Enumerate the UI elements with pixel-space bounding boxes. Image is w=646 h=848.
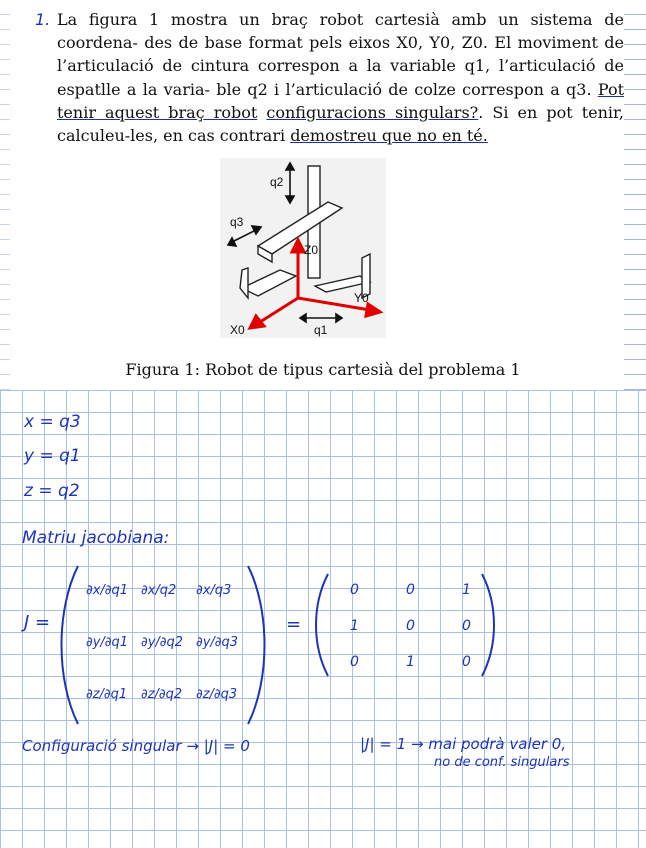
partial-2-0: ∂z/∂q1 [86, 687, 128, 702]
partial-1-2: ∂y/∂q3 [196, 635, 239, 650]
result-2-1: 1 [406, 654, 415, 670]
problem-line-5b: . Si en pot tenir, calculeu-les, en cas contrari [57, 102, 624, 146]
result-1-1: 0 [406, 618, 415, 634]
result-2-0: 0 [350, 654, 359, 670]
conclusion-line-2: no de conf. singulars [434, 755, 570, 770]
problem-line-6: demostreu que no en té. [290, 126, 488, 146]
partial-1-1: ∂y/∂q2 [141, 635, 184, 650]
ruled-margin-right [624, 0, 646, 390]
jacobian-partials-matrix [56, 560, 270, 730]
result-1-0: 1 [350, 618, 359, 634]
conclusion-line-1: |J| = 1 → mai podrà valer 0, [360, 735, 567, 753]
label-q2: q2 [270, 175, 284, 189]
matrix-title: Matriu jacobiana: [22, 528, 170, 548]
partial-0-2: ∂x/q3 [196, 583, 232, 598]
eq-x: x = q3 [24, 412, 81, 432]
robot-figure [220, 158, 386, 338]
problem-line-3: de cintura correspon a la variable q1, l’articulació de espatlle a la varia- [57, 56, 624, 99]
partial-1-0: ∂y/∂q1 [86, 635, 129, 650]
label-z0: Z0 [304, 243, 319, 257]
label-x0: X0 [230, 323, 245, 337]
problem-number: 1. [35, 10, 51, 29]
result-1-2: 0 [462, 618, 471, 634]
problem-line-4a: ble q2 i l’articulació de colze correspon a q3. [216, 79, 598, 99]
result-2-2: 0 [462, 654, 471, 670]
result-0-1: 0 [406, 582, 415, 598]
label-q1: q1 [314, 323, 328, 337]
j-label: J = [24, 612, 51, 633]
eq-y: y = q1 [24, 446, 81, 466]
problem-line-1: La figura 1 mostra un braç robot cartesià amb un sistema de coordena- [57, 10, 624, 53]
problem-question-part2: configuracions singulars? [266, 102, 479, 122]
figure-caption: Figura 1: Robot de tipus cartesià del problema 1 [125, 360, 521, 379]
partial-0-1: ∂x/q2 [141, 583, 177, 598]
partial-2-1: ∂z/∂q2 [141, 687, 183, 702]
partial-0-0: ∂x/∂q1 [86, 583, 129, 598]
result-0-0: 0 [350, 582, 359, 598]
problem-question-part1: Pot tenir aquest braç robot [57, 79, 625, 122]
printed-problem-area [0, 0, 646, 390]
label-y0: Y0 [354, 291, 369, 305]
equals-sign: = [286, 614, 302, 635]
result-0-2: 1 [462, 582, 471, 598]
singular-condition: Configuració singular → |J| = 0 [22, 737, 250, 755]
jacobian-result-matrix [310, 570, 500, 680]
ruled-margin-left [0, 0, 10, 390]
partial-2-2: ∂z/∂q3 [196, 687, 238, 702]
eq-z: z = q2 [24, 481, 80, 501]
problem-line-2: des de base format pels eixos X0, Y0, Z0. El moviment de l’articulació [57, 33, 624, 76]
problem-statement [22, 8, 624, 147]
label-q3: q3 [230, 215, 244, 229]
